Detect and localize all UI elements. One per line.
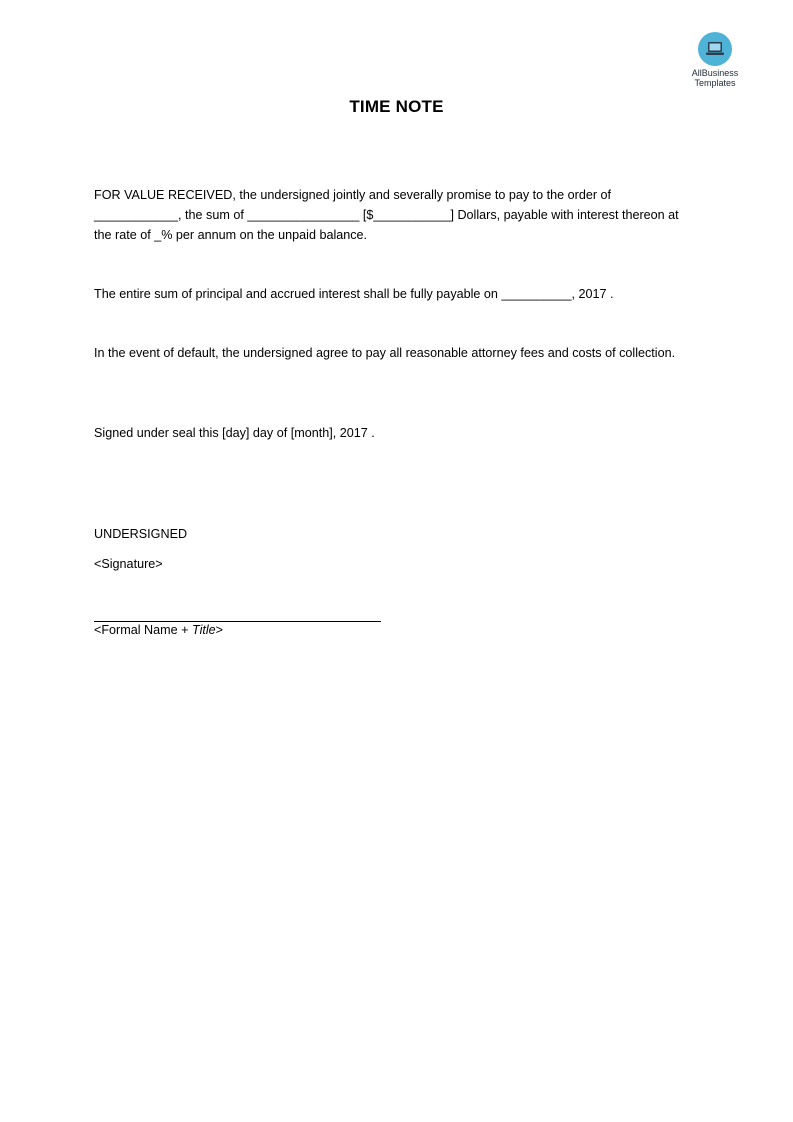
formal-name-prefix: <Formal Name + [94,623,192,637]
brand-logo-line2: Templates [694,78,736,88]
brand-logo-line1: AllBusiness [691,68,739,78]
formal-name-title-word: Title [191,623,216,637]
signature-line [94,621,381,622]
formal-name-suffix: > [215,623,224,637]
paragraph-signed-under-seal: Signed under seal this [day] day of [month], 2017 . [94,426,375,440]
paragraph-value-received: FOR VALUE RECEIVED, the undersigned jointly and severally promise to pay to the order of ____________, the sum of ________________ [$___________] Dollars, payable with interest thereon at the rate of _% per annum on the unpaid balance. [94,188,679,242]
paragraph-default: In the event of default, the undersigned agree to pay all reasonable attorney fees and costs of collection. [94,346,676,360]
undersigned-label: UNDERSIGNED [94,527,188,541]
brand-logo-text [680,68,750,88]
paragraph-payable-date: The entire sum of principal and accrued interest shall be fully payable on __________, 2017 . [94,287,614,301]
formal-name-title [94,623,223,637]
laptop-icon [698,32,732,66]
brand-logo [680,32,750,88]
document-title: TIME NOTE [349,97,444,116]
signature-placeholder: <Signature> [94,557,163,571]
